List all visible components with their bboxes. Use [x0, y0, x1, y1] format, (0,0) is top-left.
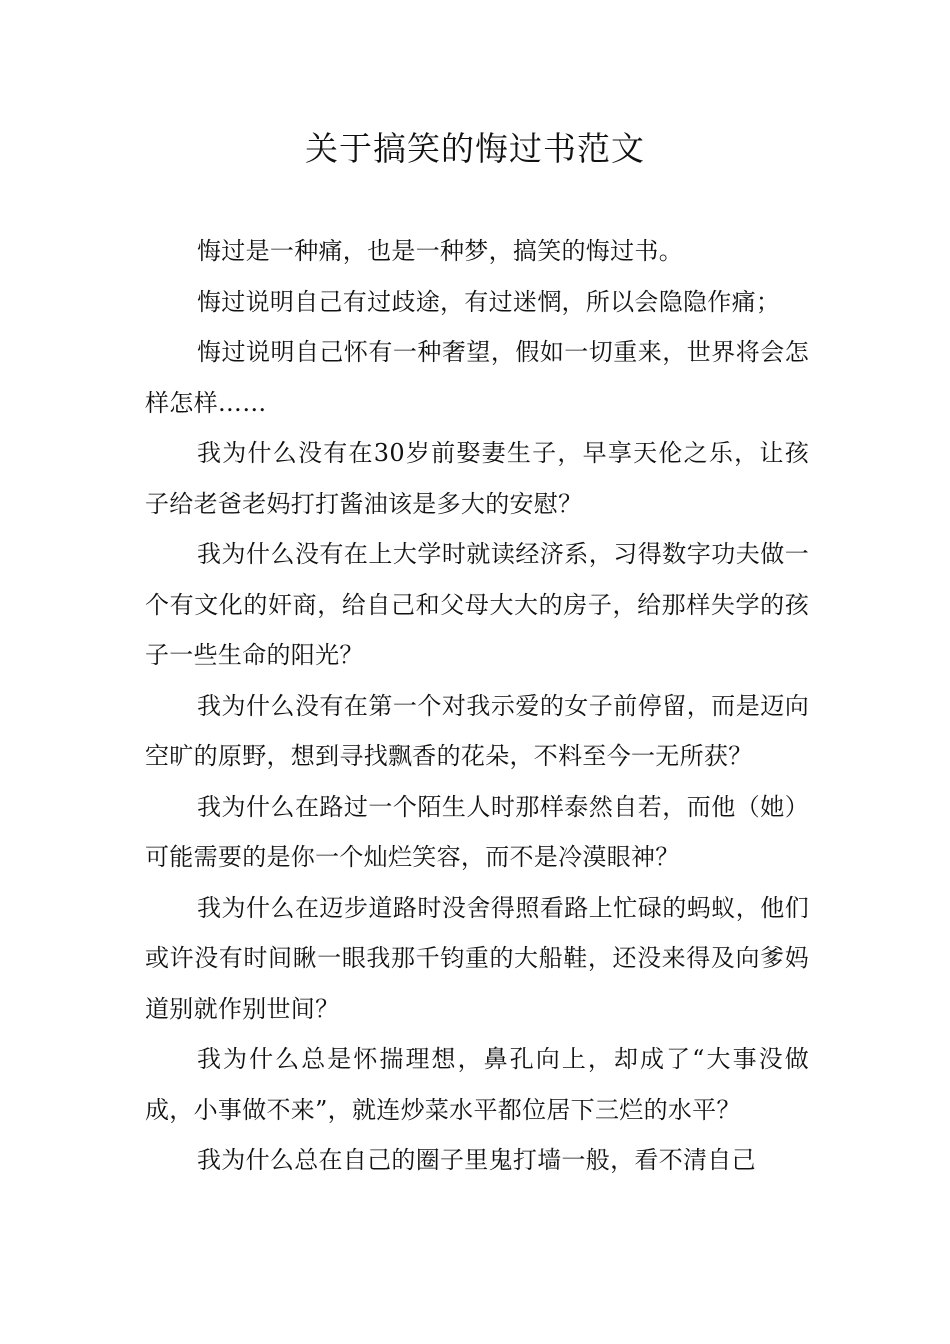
paragraph: 我为什么在路过一个陌生人时那样泰然自若，而他（她）可能需要的是你一个灿烂笑容，而不是冷漠眼神？	[145, 792, 809, 871]
paragraph: 悔过说明自己怀有一种奢望，假如一切重来，世界将会怎样怎样……	[145, 338, 809, 417]
paragraph: 我为什么总是怀揣理想，鼻孔向上，却成了“大事没做成，小事做不来”，就连炒菜水平都位居下三烂的水平？	[145, 1045, 809, 1124]
paragraph: 我为什么在迈步道路时没舍得照看路上忙碌的蚂蚁，他们或许没有时间瞅一眼我那千钧重的大船鞋，还没来得及向爹妈道别就作别世间？	[145, 893, 809, 1023]
paragraph: 我为什么没有在上大学时就读经济系，习得数字功夫做一个有文化的奸商，给自己和父母大大的房子，给那样失学的孩子一些生命的阳光？	[145, 540, 809, 669]
paragraph: 我为什么总在自己的圈子里鬼打墙一般，看不清自己	[197, 1146, 756, 1174]
document-title: 关于搞笑的悔过书范文	[305, 129, 645, 168]
paragraph: 悔过是一种痛，也是一种梦，搞笑的悔过书。	[197, 237, 683, 265]
paragraph: 我为什么没有在30岁前娶妻生子，早享天伦之乐，让孩子给老爸老妈打打酱油该是多大的安慰？	[145, 439, 809, 518]
paragraph: 悔过说明自己有过歧途，有过迷惘，所以会隐隐作痛；	[197, 287, 781, 316]
document-body	[145, 226, 809, 1186]
paragraph: 我为什么没有在第一个对我示爱的女子前停留，而是迈向空旷的原野，想到寻找飘香的花朵，不料至今一无所获？	[145, 691, 809, 770]
